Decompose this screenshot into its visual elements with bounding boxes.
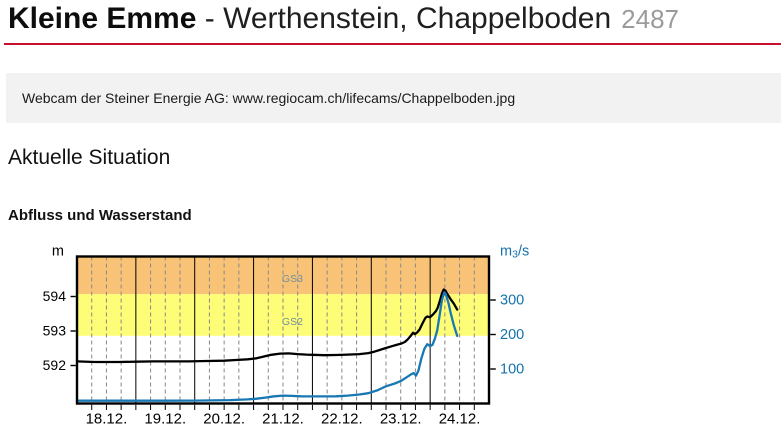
left-axis-tick-label: 592 [42, 357, 66, 374]
left-axis-tick-label: 593 [42, 322, 66, 339]
right-axis-tick-label: 200 [500, 327, 525, 344]
x-axis-day-label: 22.12. [320, 410, 363, 428]
x-axis-day-label: 21.12. [262, 410, 304, 428]
chart-heading: Abfluss und Wasserstand [8, 207, 192, 224]
right-axis-unit-label: m3/s [500, 243, 530, 261]
x-axis-day-label: 19.12. [144, 410, 187, 428]
station-id: 2487 [621, 4, 679, 34]
left-axis-unit-label: m [51, 243, 64, 260]
zone-label-gs3: GS3 [281, 273, 303, 286]
x-axis-day-label: 20.12. [203, 410, 246, 428]
discharge-water-level-chart [0, 240, 545, 437]
zone-label-gs2: GS2 [281, 316, 303, 329]
section-title-aktuelle-situation: Aktuelle Situation [8, 146, 171, 169]
station-name: Werthenstein, Chappelboden [223, 2, 612, 35]
river-name: Kleine Emme [8, 2, 197, 35]
x-axis-day-label: 23.12. [379, 410, 422, 428]
page-title [8, 2, 679, 36]
webcam-info-bar [6, 73, 781, 123]
left-axis-tick-label: 594 [42, 288, 66, 305]
title-divider [4, 43, 781, 45]
right-axis-tick-label: 300 [500, 292, 525, 309]
x-axis-day-label: 18.12. [85, 410, 128, 428]
webcam-link-text[interactable]: Webcam der Steiner Energie AG: www.regiocam.ch/lifecams/Chappelboden.jpg [22, 90, 516, 106]
right-axis-tick-label: 100 [500, 361, 525, 378]
x-axis-day-label: 24.12. [438, 410, 481, 428]
title-separator: - [196, 2, 224, 35]
